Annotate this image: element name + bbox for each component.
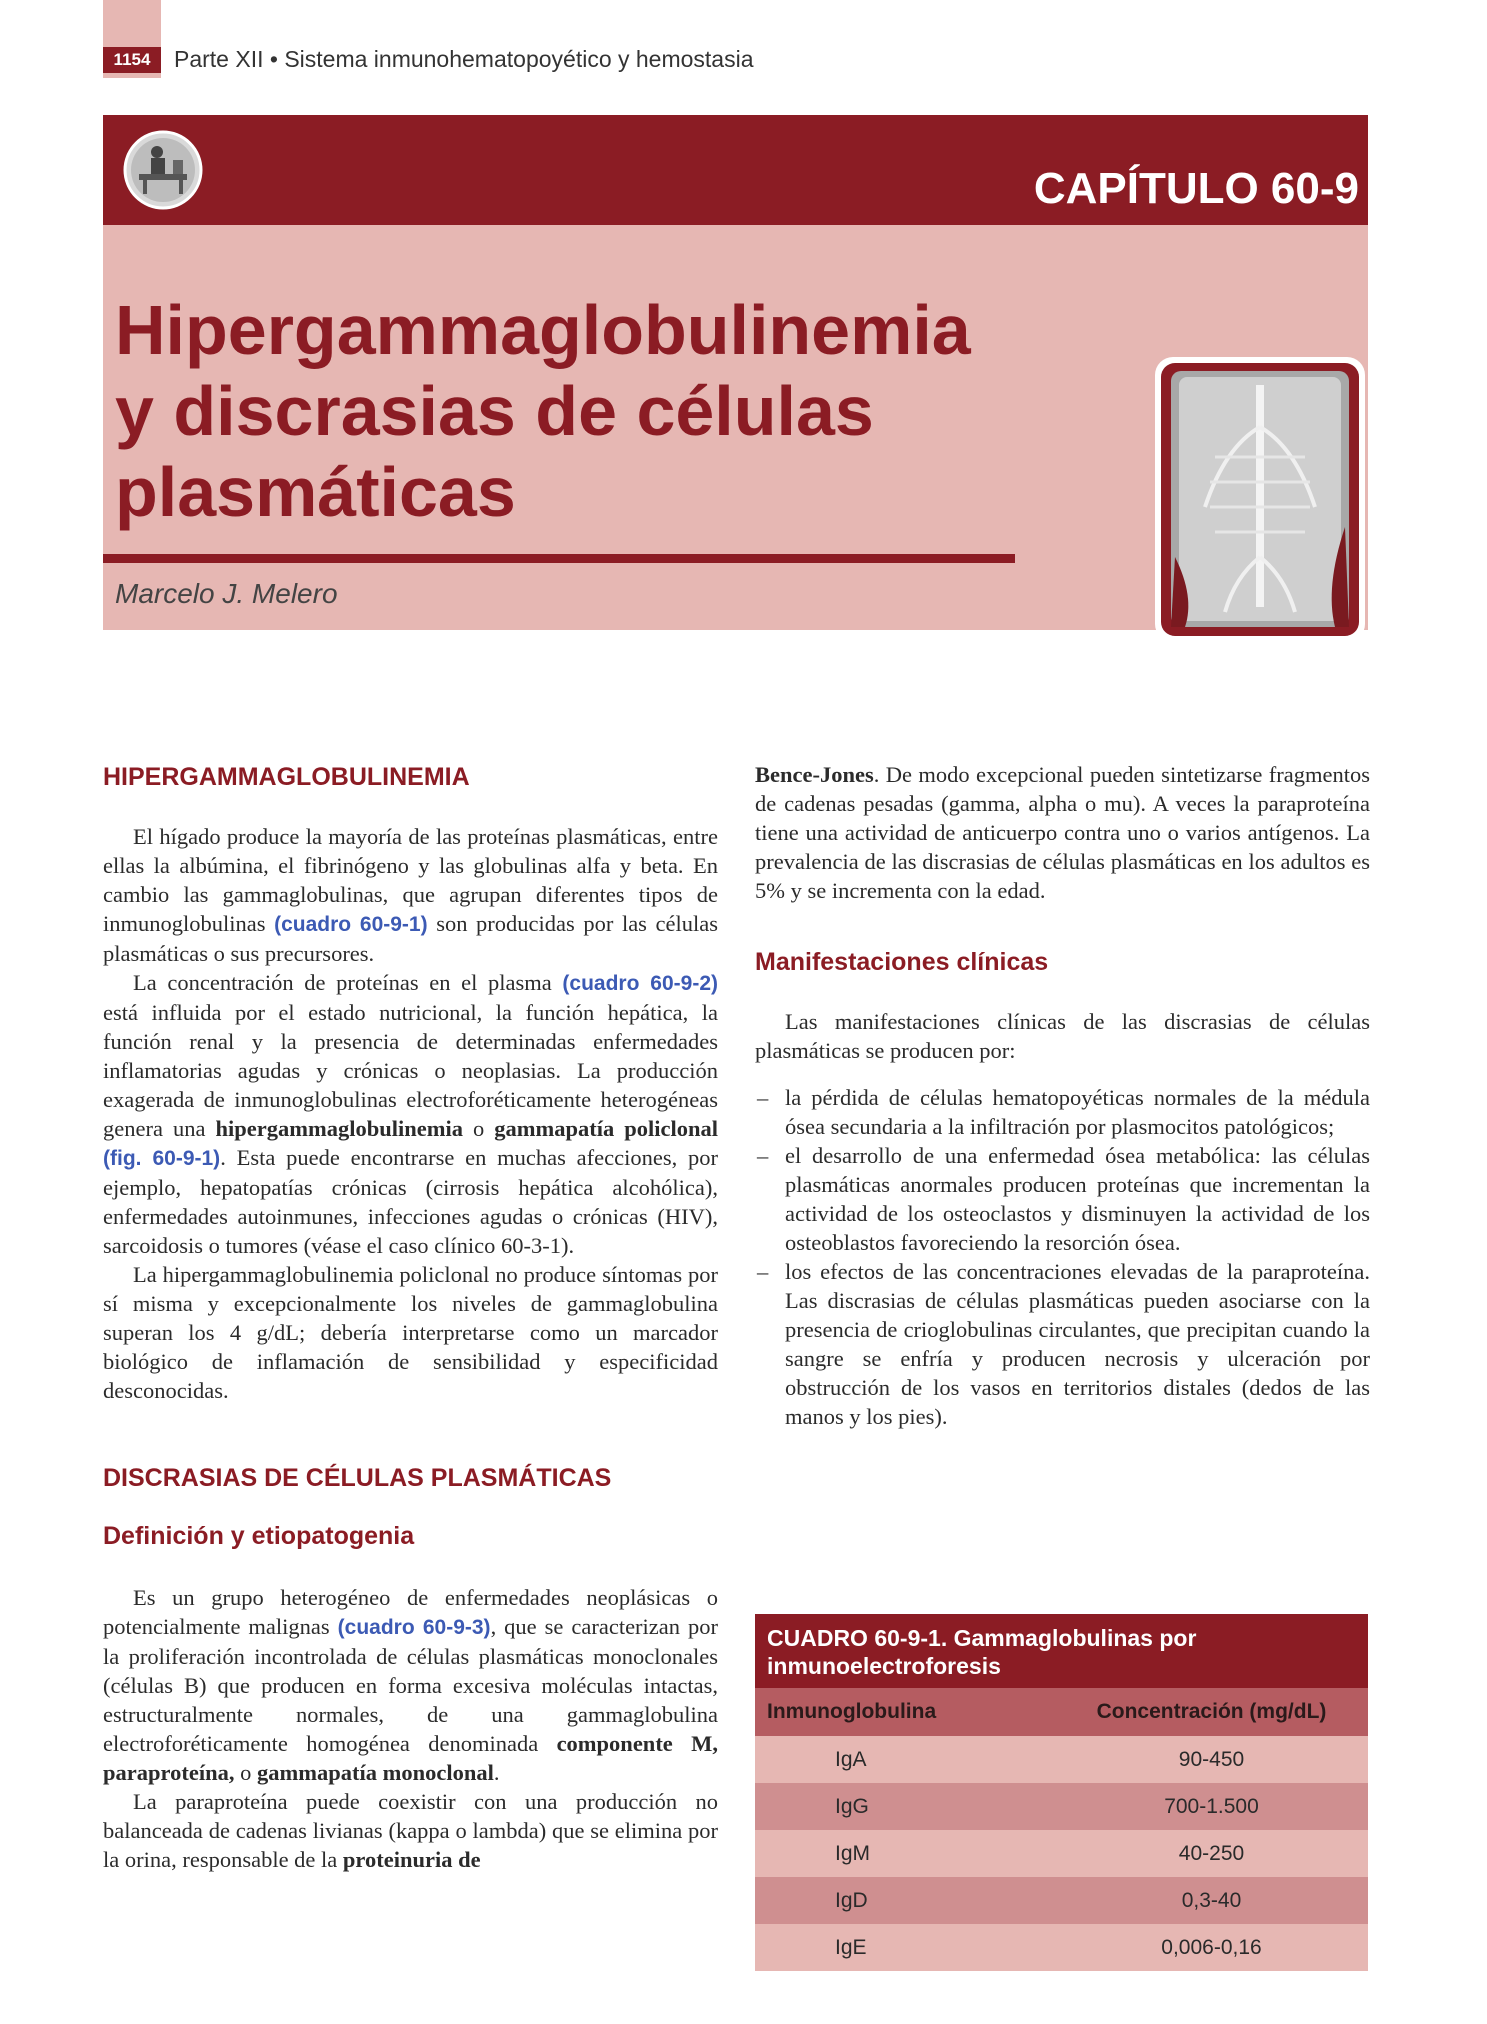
text: . Esta puede encontrarse en muchas afecciones, por ejemplo, hepatopatías crónicas (cirrosis hepática alcohólica), enfermedades autoinmunes, infecciones agudas o crónicas (HIV), sarcoidosis o tumores (véase el caso clínico 60-3-1). — [103, 1145, 719, 1258]
table-row — [755, 1924, 1368, 1971]
text: está influida por el estado nutricional, la función hepática, la función renal y la presencia de determinadas enfermedades inflamatorias agudas y crónicas o neoplasias. La producción exagerada de inmunoglobulinas electroforéticamente heterogéneas genera una — [103, 1000, 718, 1141]
surgeon-logo-icon — [117, 130, 209, 210]
paragraph: Las manifestaciones clínicas de las discrasias de células plasmáticas se producen por: — [755, 1009, 1370, 1063]
column-header: Concentración (mg/dL) — [1096, 1700, 1327, 1723]
chapter-title-line: plasmáticas — [115, 453, 516, 531]
author: Marcelo J. Melero — [115, 578, 338, 609]
section-heading: HIPERGAMMAGLOBULINEMIA — [103, 763, 470, 791]
bold-term: componente M, paraproteína, — [103, 1731, 718, 1785]
table-reference-link[interactable]: (cuadro 60-9-1) — [274, 913, 428, 936]
text: , que se caracterizan por la proliferación incontrolada de células plasmáticas monoclonales (células B) que producen en forma excesiva moléculas intactas, estructuralmente normales, de una gammaglobulina electroforéticamente homogénea denominada — [103, 1614, 718, 1756]
bold-term: gammapatía monoclonal — [256, 1760, 494, 1785]
chapter-title-line: Hipergammaglobulinemia — [115, 291, 971, 369]
running-title: Parte XII • Sistema inmunohematopoyético y hemostasia — [174, 46, 754, 72]
dash-icon: – — [757, 1259, 769, 1284]
paragraph — [103, 822, 718, 968]
table-cell: 0,006-0,16 — [1161, 1935, 1262, 1959]
text: . De modo excepcional pueden sintetizarse fragmentos de cadenas pesadas (gamma, alpha o mu). A veces la paraproteína tiene una actividad de anticuerpo contra uno o varios antígenos. La prevalencia de las discrasias de células plasmáticas en los adultos es 5% y se incrementa con la edad. — [755, 762, 1370, 903]
table-cell: 40-250 — [1178, 1841, 1245, 1865]
text: o — [234, 1760, 257, 1785]
bold-term: gammapatía policlonal — [494, 1116, 718, 1141]
table-reference-link[interactable]: (cuadro 60-9-2) — [562, 972, 718, 995]
bullet-list — [755, 1083, 1370, 1431]
table-cell: IgD — [835, 1888, 868, 1912]
bold-term: hipergammaglobulinemia — [215, 1116, 463, 1141]
table-cell: 90-450 — [1178, 1747, 1245, 1771]
title-rule — [103, 554, 1015, 563]
text: . — [493, 1760, 500, 1785]
chapter-title-line: y discrasias de células — [115, 372, 874, 450]
subsection-heading: Manifestaciones clínicas — [755, 948, 1049, 976]
paragraph — [103, 1583, 718, 1787]
text: La concentración de proteínas en el plasma — [133, 970, 563, 995]
list-item — [755, 1257, 1370, 1431]
table-row — [755, 1783, 1368, 1830]
table-body — [755, 1736, 1368, 1971]
right-column — [755, 760, 1370, 1431]
page-number: 1154 — [103, 47, 161, 73]
table-cell: IgA — [835, 1747, 867, 1771]
bold-term: Bence-Jones — [755, 762, 874, 787]
list-item-text: la pérdida de células hematopoyéticas normales de la médula ósea secundaria a la infiltración por plasmocitos patológicos; — [785, 1085, 1370, 1139]
text: La paraproteína puede coexistir con una producción no balanceada de cadenas livianas (kappa o lambda) que se elimina por la orina, responsable de la — [103, 1789, 718, 1872]
table-row — [755, 1736, 1368, 1783]
list-item-text: los efectos de las concentraciones elevadas de la paraproteína. Las discrasias de células plasmáticas pueden asociarse con la presencia de crioglobulinas circulantes, que precipitan cuando la sangre se enfría y producen necrosis y ulceración por obstrucción de los vasos en territorios distales (dedos de las manos y los pies). — [785, 1259, 1370, 1429]
figure-reference-link[interactable]: (fig. 60-9-1) — [103, 1147, 221, 1170]
table-cell: 700-1.500 — [1164, 1794, 1259, 1818]
text: El hígado produce la mayoría de las proteínas plasmáticas, entre ellas la albúmina, el fibrinógeno y las globulinas alfa y beta. En cambio las gammaglobulinas, que agrupan diferentes tipos de inmunoglobulinas — [103, 824, 718, 936]
bold-term: proteinuria de — [342, 1847, 481, 1872]
table-title: CUADRO 60-9-1. Gammaglobulinas por inmunoelectroforesis — [755, 1614, 1368, 1688]
chapter-label: CAPÍTULO 60-9 — [1033, 164, 1359, 213]
text: son producidas por las células plasmáticas o sus precursores. — [103, 911, 719, 966]
paragraph — [103, 968, 718, 1260]
gammaglobulin-table — [755, 1614, 1368, 1971]
left-column — [103, 760, 718, 1874]
section-heading: DISCRASIAS DE CÉLULAS PLASMÁTICAS — [103, 1464, 612, 1492]
table-cell: IgM — [835, 1841, 871, 1865]
column-header: Inmunoglobulina — [767, 1700, 937, 1723]
subsection-heading: Definición y etiopatogenia — [103, 1522, 415, 1550]
angiography-figure — [1155, 357, 1365, 642]
list-item — [755, 1083, 1370, 1141]
table-reference-link[interactable]: (cuadro 60-9-3) — [337, 1616, 491, 1639]
table-header — [755, 1688, 1368, 1736]
table-cell: IgG — [835, 1794, 869, 1818]
dash-icon: – — [757, 1143, 769, 1168]
table-cell: 0,3-40 — [1181, 1888, 1242, 1912]
table-row — [755, 1877, 1368, 1924]
table-row — [755, 1830, 1368, 1877]
list-item-text: el desarrollo de una enfermedad ósea metabólica: las células plasmáticas anormales producen proteínas que incrementan la actividad de los osteoclastos y disminuyen la actividad de los osteoblastos favoreciendo la resorción ósea. — [785, 1143, 1370, 1255]
table-cell: IgE — [835, 1935, 867, 1959]
paragraph — [103, 1787, 718, 1874]
text: o — [462, 1116, 495, 1141]
paragraph: La hipergammaglobulinemia policlonal no produce síntomas por sí misma y excepcionalmente los niveles de gammaglobulina superan los 4 g/dL; debería interpretarse como un marcador biológico de inflamación de sensibilidad y especificidad desconocidas. — [103, 1262, 718, 1403]
chapter-title — [115, 290, 1035, 533]
dash-icon: – — [757, 1085, 769, 1110]
paragraph — [755, 760, 1370, 905]
list-item — [755, 1141, 1370, 1257]
text: Es un grupo heterogéneo de enfermedades neoplásicas o potencialmente malignas — [103, 1585, 718, 1639]
